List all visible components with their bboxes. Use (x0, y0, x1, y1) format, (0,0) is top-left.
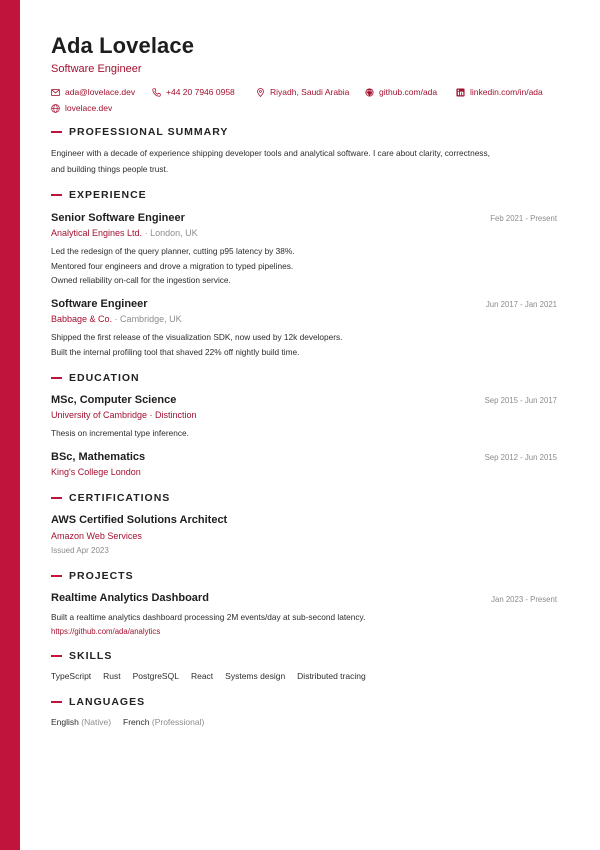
certification-issued-date: Issued Apr 2023 (51, 546, 109, 555)
github-icon (365, 88, 374, 97)
education-note: Thesis on incremental type inference. (51, 428, 189, 438)
section-header-education (51, 372, 140, 384)
job-dates: Feb 2021 - Present (490, 214, 557, 223)
contact-linkedin-link[interactable] (456, 87, 543, 97)
linkedin-icon (456, 88, 465, 97)
contact-linkedin-text: linkedin.com/in/ada (470, 87, 543, 97)
section-title: PROFESSIONAL SUMMARY (69, 126, 229, 138)
section-header-languages (51, 696, 145, 708)
summary-line: Engineer with a decade of experience shipping developer tools and analytical software. I care about clarity, correctness, (51, 148, 490, 158)
project-link[interactable]: https://github.com/ada/analytics (51, 627, 161, 636)
section-header-summary (51, 126, 228, 138)
section-header-skills (51, 650, 112, 662)
section-accent-dash (51, 131, 62, 134)
certification-name: AWS Certified Solutions Architect (51, 514, 228, 526)
contact-phone-text: +44 20 7946 0958 (166, 87, 235, 97)
job-title: Senior Software Engineer (51, 212, 185, 224)
section-accent-dash (51, 655, 62, 658)
language-level: (Native) (81, 717, 112, 727)
degree-title: MSc, Computer Science (51, 394, 177, 406)
certification-issuer: Amazon Web Services (51, 531, 142, 541)
contact-email-text: ada@lovelace.dev (65, 87, 136, 97)
section-title: PROJECTS (69, 570, 134, 582)
languages-list (51, 717, 204, 727)
contact-email-link[interactable] (51, 87, 135, 97)
candidate-role: Software Engineer (51, 63, 142, 75)
project-dates: Jan 2023 - Present (491, 595, 557, 604)
job-bullet: Built the internal profiling tool that shaved 22% off nightly build time. (51, 347, 300, 357)
education-dates: Sep 2015 - Jun 2017 (484, 396, 557, 405)
contact-location (256, 87, 349, 97)
section-header-certifications (51, 492, 170, 504)
degree-title: BSc, Mathematics (51, 451, 146, 463)
job-bullet: Shipped the first release of the visualization SDK, now used by 12k developers. (51, 332, 343, 342)
job-title: Software Engineer (51, 298, 148, 310)
education-dates: Sep 2012 - Jun 2015 (484, 453, 557, 462)
map-pin-icon (256, 88, 265, 97)
skills-list (51, 671, 366, 681)
contact-website-text: lovelace.dev (65, 103, 113, 113)
job-bullet: Mentored four engineers and drove a migration to typed pipelines. (51, 261, 294, 271)
section-title: SKILLS (69, 650, 113, 662)
contact-github-link[interactable] (365, 87, 437, 97)
project-name: Realtime Analytics Dashboard (51, 592, 209, 604)
language-name: English (51, 717, 79, 727)
contact-github-text: github.com/ada (379, 87, 438, 97)
education-school: King's College London (51, 467, 141, 477)
language-name: French (123, 717, 150, 727)
globe-icon (51, 104, 60, 113)
section-title: EDUCATION (69, 372, 140, 384)
job-company-line (51, 314, 182, 324)
candidate-name: Ada Lovelace (51, 33, 195, 58)
section-accent-dash (51, 575, 62, 578)
education-school: University of Cambridge · Distinction (51, 410, 197, 420)
accent-sidebar-bar (0, 0, 20, 850)
job-bullet: Led the redesign of the query planner, cutting p95 latency by 38%. (51, 246, 295, 256)
skill-item: Systems design (225, 671, 286, 681)
language-item (123, 717, 204, 727)
section-accent-dash (51, 194, 62, 197)
job-company: Babbage & Co. (51, 314, 113, 324)
section-header-projects (51, 570, 134, 582)
contact-location-text: Riyadh, Saudi Arabia (270, 87, 350, 97)
section-title: CERTIFICATIONS (69, 492, 171, 504)
job-company-line (51, 228, 198, 238)
skill-item: Distributed tracing (297, 671, 366, 681)
section-header-experience (51, 189, 147, 201)
section-accent-dash (51, 701, 62, 704)
section-accent-dash (51, 497, 62, 500)
job-bullet: Owned reliability on-call for the ingestion service. (51, 275, 231, 285)
skill-item: Rust (103, 671, 121, 681)
language-level: (Professional) (151, 717, 205, 727)
section-title: EXPERIENCE (69, 189, 147, 201)
language-item (51, 717, 111, 727)
skill-item: React (190, 671, 214, 681)
job-location: · London, UK (144, 228, 198, 238)
project-description: Built a realtime analytics dashboard processing 2M events/day at sub-second latency. (51, 612, 366, 622)
mail-icon (51, 88, 60, 97)
job-company: Analytical Engines Ltd. (51, 228, 143, 238)
skill-item: TypeScript (51, 671, 92, 681)
contact-website-link[interactable] (51, 103, 112, 113)
section-accent-dash (51, 377, 62, 380)
section-title: LANGUAGES (69, 696, 146, 708)
phone-icon (152, 88, 161, 97)
job-location: · Cambridge, UK (114, 314, 182, 324)
skill-item: PostgreSQL (132, 671, 179, 681)
job-dates: Jun 2017 - Jan 2021 (485, 300, 557, 309)
summary-line: and building things people trust. (51, 164, 169, 174)
contact-phone-link[interactable] (152, 87, 235, 97)
